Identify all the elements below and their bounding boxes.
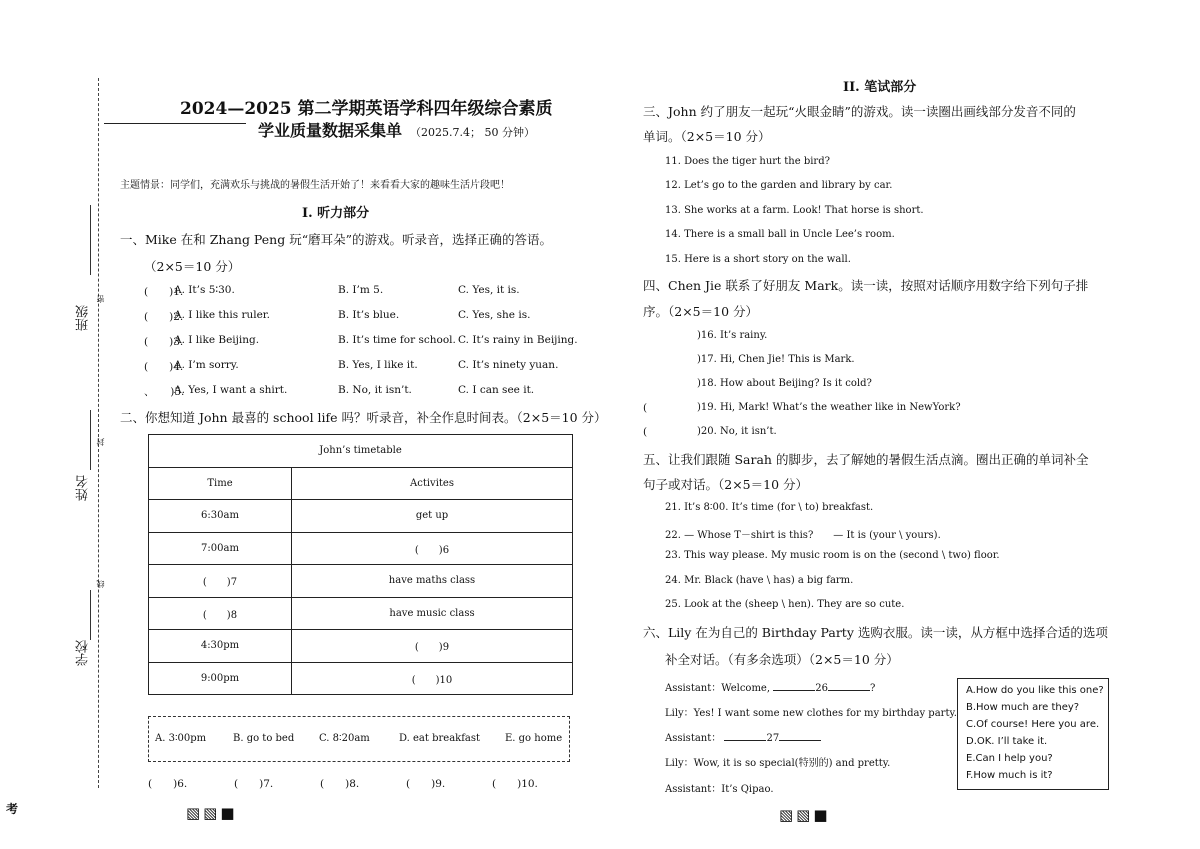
theme-text: 主题情景：同学们，充满欢乐与挑战的暑假生活开始了！来看看大家的趣味生活片段吧！ xyxy=(120,180,510,191)
choice-box xyxy=(957,678,1109,790)
option-b: B. I’m 5. xyxy=(338,284,384,296)
title-rule xyxy=(104,123,246,124)
subtitle-text: 学业质量数据采集单 xyxy=(258,121,403,140)
choice-option: C.Of course! Here you are. xyxy=(966,719,1100,730)
option-item: B. go to bed xyxy=(233,733,295,744)
time-cell[interactable]: ( )7 xyxy=(149,565,292,598)
section1-score: （2×5＝10 分） xyxy=(144,259,241,274)
part1-title: I. 听力部分 xyxy=(302,206,370,221)
class-label: 班级 xyxy=(76,305,91,331)
table-row xyxy=(149,532,573,565)
option-item: C. 8∶20am xyxy=(319,733,370,744)
table-row xyxy=(149,435,573,468)
timetable-caption: John’s timetable xyxy=(149,435,573,468)
time-cell[interactable]: ( )8 xyxy=(149,597,292,630)
page-title: 2024—2025 第二学期英语学科四年级综合素质 xyxy=(180,99,553,119)
ordering-paren: ( xyxy=(643,402,648,414)
table-row xyxy=(149,565,573,598)
school-blank-line xyxy=(90,590,91,640)
phonics-item: 13. She works at a farm. Look! That horse is short. xyxy=(665,205,924,216)
timetable xyxy=(148,434,573,695)
ordering-item[interactable]: )19. Hi, Mark! What’s the weather like in NewYork? xyxy=(697,402,961,413)
listening-question-1 xyxy=(144,284,584,300)
option-b: B. It’s time for school. xyxy=(338,334,456,346)
column-header-activities: Activites xyxy=(292,467,573,500)
choice-option: B.How much are they? xyxy=(966,702,1080,713)
blank-number: 26 xyxy=(815,683,828,694)
choice-option: A.How do you like this one? xyxy=(966,685,1104,696)
answer-blank[interactable]: ( )7. xyxy=(234,778,274,790)
section2-title: 二、你想知道 John 最喜的 school life 吗？听录音，补全作息时间表。（2×5＝10 分） xyxy=(120,410,607,425)
ordering-item[interactable]: )20. No, it isn’t. xyxy=(697,426,777,437)
table-row xyxy=(149,467,573,500)
class-blank-line xyxy=(90,205,91,275)
answer-paren[interactable]: ( )1. xyxy=(144,286,184,298)
speaker-text: Assistant：Welcome, xyxy=(665,683,771,694)
answer-blank[interactable]: ( )6. xyxy=(148,778,188,790)
answer-blank[interactable]: ( )10. xyxy=(492,778,538,790)
section5-title-cont: 句子或对话。（2×5＝10 分） xyxy=(643,477,809,492)
table-row xyxy=(149,662,573,695)
binding-mark-line: 线 xyxy=(96,580,105,588)
choice-item: 22. — Whose T－shirt is this? — It is (your \ yours). xyxy=(665,530,941,541)
option-a: A. I’m sorry. xyxy=(174,359,239,371)
time-cell: 9:00pm xyxy=(149,662,292,695)
answer-paren[interactable]: ( )3. xyxy=(144,336,184,348)
page-subtitle xyxy=(258,118,535,141)
listening-question-4 xyxy=(144,359,584,375)
column-header-time: Time xyxy=(149,467,292,500)
activity-cell: have music class xyxy=(292,597,573,630)
ordering-item[interactable]: )17. Hi, Chen Jie! This is Mark. xyxy=(697,354,855,365)
part2-title: II. 笔试部分 xyxy=(843,80,917,95)
choice-option: E.Can I help you? xyxy=(966,753,1053,764)
activity-cell: get up xyxy=(292,500,573,533)
phonics-item: 12. Let’s go to the garden and library by car. xyxy=(665,180,893,191)
answer-paren[interactable]: ( )2. xyxy=(144,311,184,323)
options-box xyxy=(148,716,570,762)
option-a: A. It’s 5∶30. xyxy=(174,284,235,296)
section6-title-cont: 补全对话。（有多余选项）（2×5＝10 分） xyxy=(665,652,899,667)
binding-mark-dense: 密 xyxy=(96,295,105,303)
table-row xyxy=(149,500,573,533)
option-b: B. Yes, I like it. xyxy=(338,359,418,371)
option-item: D. eat breakfast xyxy=(399,733,481,744)
blank-number: 27 xyxy=(766,733,780,744)
option-c: C. Yes, it is. xyxy=(458,284,520,296)
time-cell: 7:00am xyxy=(149,532,292,565)
choice-option: D.OK. I’ll take it. xyxy=(966,736,1048,747)
option-c: C. It’s rainy in Beijing. xyxy=(458,334,578,346)
page-marks: ▧▧■ xyxy=(186,804,238,822)
phonics-item: 15. Here is a short story on the wall. xyxy=(665,254,851,265)
option-b: B. No, it isn’t. xyxy=(338,384,412,396)
answer-blank[interactable]: ( )9. xyxy=(406,778,446,790)
option-c: C. Yes, she is. xyxy=(458,309,531,321)
phonics-item: 11. Does the tiger hurt the bird? xyxy=(665,156,830,167)
activity-cell[interactable]: ( )9 xyxy=(292,630,573,663)
time-cell: 4:30pm xyxy=(149,630,292,663)
table-row xyxy=(149,630,573,663)
page-marks: ▧▧■ xyxy=(779,806,831,824)
section1-title: 一、Mike 在和 Zhang Peng 玩“磨耳朵”的游戏。听录音，选择正确的答语。 xyxy=(120,232,552,247)
answer-paren[interactable]: ( )4. xyxy=(144,361,184,373)
listening-question-5 xyxy=(144,384,584,400)
dialog-line-5: Assistant：It’s Qipao. xyxy=(665,784,774,795)
listening-question-2 xyxy=(144,309,584,325)
ordering-paren: ( xyxy=(643,426,648,438)
binding-dashed-line xyxy=(98,78,99,788)
table-row xyxy=(149,597,573,630)
answer-paren[interactable]: 、 )5. xyxy=(144,386,185,398)
ordering-item[interactable]: )16. It’s rainy. xyxy=(697,330,768,341)
option-item: A. 3∶00pm xyxy=(155,733,207,744)
activity-cell[interactable]: ( )10 xyxy=(292,662,573,695)
option-b: B. It’s blue. xyxy=(338,309,400,321)
dialog-line-4: Lily：Wow, it is so special(特别的) and pretty. xyxy=(665,758,891,769)
section3-title: 三、John 约了朋友一起玩“火眼金睛”的游戏。读一读圈出画线部分发音不同的 xyxy=(643,104,1076,119)
option-a: A. I like this ruler. xyxy=(174,309,270,321)
section6-title: 六、Lily 在为自己的 Birthday Party 选购衣服。读一读，从方框中选择合适的选项 xyxy=(643,625,1108,640)
section4-title: 四、Chen Jie 联系了好朋友 Mark。读一读，按照对话顺序用数字给下列句子排 xyxy=(643,278,1089,293)
blank-27-tail[interactable] xyxy=(779,730,821,741)
option-c: C. I can see it. xyxy=(458,384,535,396)
school-label: 学校 xyxy=(76,640,91,666)
dialog-line-2: Lily：Yes! I want some new clothes for my birthday party. xyxy=(665,708,957,719)
question-mark: ? xyxy=(869,683,876,694)
option-a: A. I like Beijing. xyxy=(174,334,260,346)
choice-option: F.How much is it? xyxy=(966,770,1053,781)
option-c: C. It’s ninety yuan. xyxy=(458,359,559,371)
option-item: E. go home xyxy=(505,733,563,744)
blank-26[interactable] xyxy=(773,680,815,691)
phonics-item: 14. There is a small ball in Uncle Lee’s room. xyxy=(665,229,895,240)
answer-blank[interactable]: ( )8. xyxy=(320,778,360,790)
date-time: （2025.7.4； 50 分钟） xyxy=(410,126,535,139)
blank-27[interactable] xyxy=(724,730,766,741)
choice-item: 24. Mr. Black (have \ has) a big farm. xyxy=(665,575,854,586)
dialog-line-1 xyxy=(665,679,875,694)
choice-item: 25. Look at the (sheep \ hen). They are so cute. xyxy=(665,599,905,610)
speaker-text: Assistant： xyxy=(665,733,722,744)
binding-mark-seal: 封 xyxy=(96,438,105,446)
dialog-line-3 xyxy=(665,729,821,744)
time-cell: 6:30am xyxy=(149,500,292,533)
section5-title: 五、让我们跟随 Sarah 的脚步，去了解她的暑假生活点滴。圈出正确的单词补全 xyxy=(643,452,1089,467)
activity-cell: have maths class xyxy=(292,565,573,598)
choice-item: 23. This way please. My music room is on the (second \ two) floor. xyxy=(665,550,1000,561)
ordering-item[interactable]: )18. How about Beijing? Is it cold? xyxy=(697,378,872,389)
activity-cell[interactable]: ( )6 xyxy=(292,532,573,565)
option-a: A. Yes, I want a shirt. xyxy=(174,384,288,396)
corner-mark: 考 xyxy=(6,802,19,816)
choice-item: 21. It’s 8∶00. It’s time (for \ to) breakfast. xyxy=(665,502,874,513)
section4-title-cont: 序。（2×5＝10 分） xyxy=(643,304,759,319)
listening-question-3 xyxy=(144,334,584,350)
name-blank-line xyxy=(90,410,91,470)
name-label: 姓名 xyxy=(76,475,91,501)
section3-title-cont: 单词。（2×5＝10 分） xyxy=(643,129,771,144)
blank-26-tail[interactable] xyxy=(828,680,870,691)
